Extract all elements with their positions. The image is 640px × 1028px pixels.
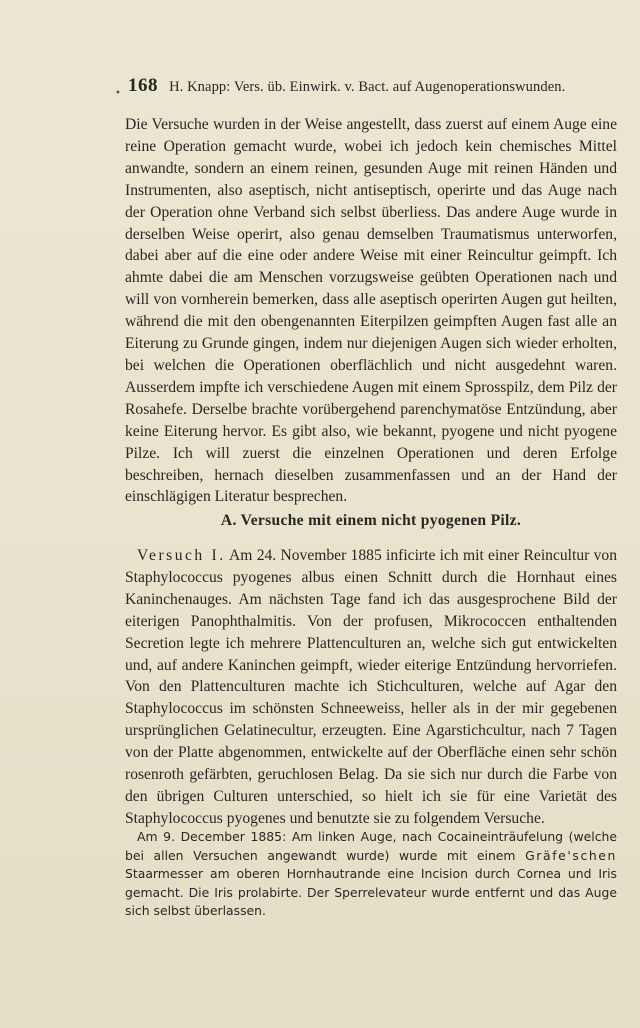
page-number: 168 xyxy=(128,75,158,96)
page-header xyxy=(128,75,598,99)
intro-paragraph: Die Versuche wurden in der Weise angestellt, dass zuerst auf einem Auge eine reine Operation gemacht wurde, wobei ich jedoch kein chemisches Mittel anwandte, sondern an einem reinen, gesunden Auge mit reinen Händen und Instrumenten, also aseptisch, nicht antiseptisch, operirte und das Auge nach der Operation ohne Verband sich selbst überliess. Das andere Auge wurde in derselben Weise operirt, also genau demselben Traumatismus unterworfen, dabei aber auf die eine oder andere Weise mit einer Reincultur geimpft. Ich ahmte dabei die am Menschen vorzugsweise geübten Operationen nach und will von vornherein bemerken, dass alle aseptisch operirten Augen gut heilten, während die mit den obengenannten Eiterpilzen geimpften Augen fast alle an Eiterung zu Grunde gingen, indem nur diejenigen Augen sich wieder erholten, bei welchen die Operationen oberflächlich und nicht ausgedehnt waren. Ausserdem impfte ich verschiedene Augen mit einem Sprosspilz, dem Pilz der Rosahefe. Derselbe brachte vorübergehend parenchymatöse Entzündung, aber keine Eiterung hervor. Es gibt also, wie bekannt, pyogene und nicht pyogene Pilze. Ich will zuerst die einzelnen Operationen und deren Erfolge beschreiben, hernach dieselben zusammenfassen und an der Hand der einschlägigen Literatur besprechen. xyxy=(125,116,617,506)
running-head: H. Knapp: Vers. üb. Einwirk. v. Bact. auf Augenoperationswunden. xyxy=(169,79,566,95)
experiment-paragraph xyxy=(125,545,617,830)
experiment-label: Versuch I. xyxy=(137,547,226,564)
margin-mark: • xyxy=(115,88,121,99)
section-heading: A. Versuche mit einem nicht pyogenen Pilz. xyxy=(220,512,522,529)
protocol-paragraph xyxy=(125,828,617,921)
protocol-text-after: Staarmesser am oberen Hornhautrande eine Incision durch Cornea und Iris gemacht. Die Iris prolabirte. Der Sperrelevateur wurde entfernt und das Auge sich selbst überlassen. xyxy=(125,866,617,919)
protocol-name: Gräfe'schen xyxy=(525,847,617,863)
experiment-text: Am 24. November 1885 inficirte ich mit einer Reincultur von Staphylococcus pyogenes albus einen Schnitt durch die Hornhaut eines Kaninchenauges. Am nächsten Tage fand ich das ausgesprochene Bild der eiterigen Panophthalmitis. Von der profusen, Mikrococcen enthaltenden Secretion legte ich mehrere Plattenculturen an, welche sich gut entwickelten und, auf andere Kaninchen geimpft, wieder eiterige Entzündung hervorriefen. Von den Plattenculturen machte ich Stichculturen, welche auf Agar den Staphylococcus im schönsten Schneeweiss, heller als in der mir gegebenen ursprünglichen Gelatinecultur, erzeugten. Eine Agarstichcultur, nach 7 Tagen von der Platte abgenommen, entwickelte auf der Oberfläche einen sehr schön rosenroth gefärbten, geruchlosen Belag. Da sie sich nur durch die Farbe von den übrigen Culturen unterschied, so hielt ich sie für eine Varietät des Staphylococcus pyogenes und benutzte sie zu folgendem Versuche. xyxy=(125,547,617,827)
protocol-text-before: Am 9. December 1885: Am linken Auge, nach Cocaineinträufelung (welche bei allen Versuchen angewandt wurde) wurde mit einem xyxy=(125,829,617,863)
